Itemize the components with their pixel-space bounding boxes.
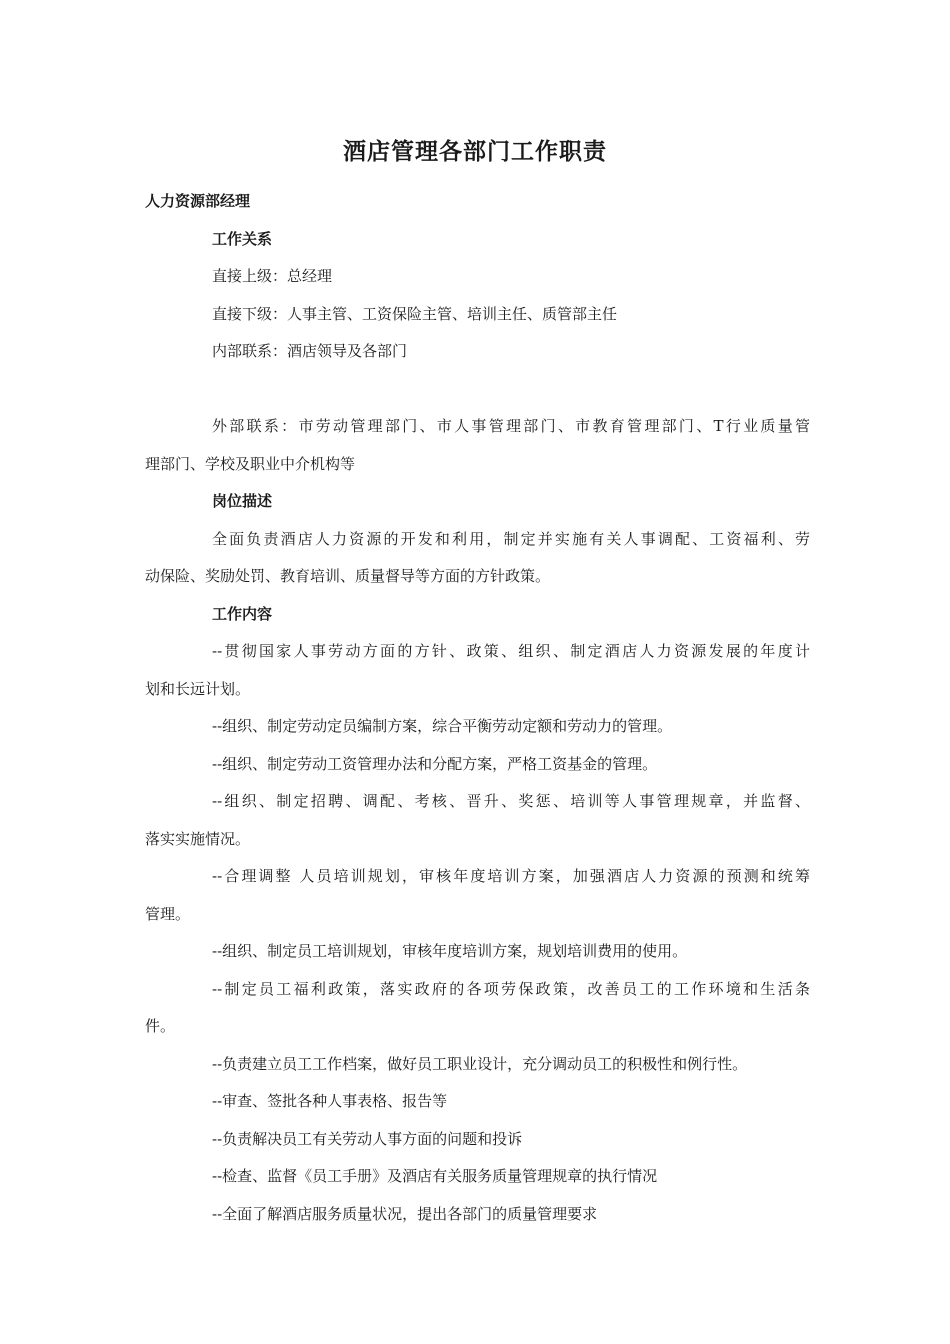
- content-item-5-line2: 管理。: [145, 904, 191, 923]
- section-heading: 人力资源部经理: [145, 192, 251, 210]
- text-external-contacts-line1: 外部联系：市劳动管理部门、市人事管理部门、市教育管理部门、T行业质量管: [212, 417, 810, 435]
- content-item-7-line2: 件。: [145, 1017, 176, 1035]
- text-external-contacts-line2: 理部门、学校及职业中介机构等: [145, 454, 356, 473]
- text-description-line2: 动保险、奖励处罚、教育培训、质量督导等方面的方针政策。: [145, 567, 551, 585]
- content-item-12: --全面了解酒店服务质量状况，提出各部门的质量管理要求: [212, 1204, 598, 1223]
- text-description-line1: 全面负责酒店人力资源的开发和利用，制定并实施有关人事调配、工资福利、劳: [212, 529, 810, 548]
- subheading-work-content: 工作内容: [212, 604, 273, 623]
- content-item-1-line1: --贯彻国家人事劳动方面的方针、政策、组织、制定酒店人力资源发展的年度计: [212, 642, 810, 660]
- subheading-job-description: 岗位描述: [212, 492, 273, 510]
- content-item-11: --检查、监督《员工手册》及酒店有关服务质量管理规章的执行情况: [212, 1167, 658, 1185]
- content-item-9: --审查、签批各种人事表格、报告等: [212, 1092, 448, 1110]
- content-item-1-line2: 划和长远计划。: [145, 679, 251, 698]
- content-item-2: --组织、制定劳动定员编制方案，综合平衡劳动定额和劳动力的管理。: [212, 717, 673, 735]
- content-item-7-line1: --制定员工福利政策，落实政府的各项劳保政策，改善员工的工作环境和生活条: [212, 979, 810, 998]
- content-item-4-line1: --组织、制定招聘、调配、考核、晋升、奖惩、培训等人事管理规章，并监督、: [212, 792, 810, 810]
- content-item-3: --组织、制定劳动工资管理办法和分配方案，严格工资基金的管理。: [212, 754, 658, 773]
- text-direct-subordinates: 直接下级：人事主管、工资保险主管、培训主任、质管部主任: [212, 304, 618, 323]
- text-internal-contacts: 内部联系：酒店领导及各部门: [212, 342, 408, 360]
- document-title: 酒店管理各部门工作职责: [343, 139, 607, 165]
- content-item-8: --负责建立员工工作档案，做好员工职业设计，充分调动员工的积极性和例行性。: [212, 1054, 748, 1073]
- content-item-10: --负责解决员工有关劳动人事方面的问题和投诉: [212, 1129, 523, 1148]
- content-item-6: --组织、制定员工培训规划，审核年度培训方案，规划培训费用的使用。: [212, 942, 688, 960]
- subheading-work-relations: 工作关系: [212, 229, 273, 248]
- paragraph-gap: [145, 378, 810, 416]
- section-hr-manager: [145, 190, 810, 1240]
- text-direct-superior: 直接上级：总经理: [212, 267, 333, 285]
- content-item-4-line2: 落实实施情况。: [145, 829, 251, 848]
- content-item-5-line1: --合理调整 人员培训规划，审核年度培训方案，加强酒店人力资源的预测和统筹: [212, 867, 810, 885]
